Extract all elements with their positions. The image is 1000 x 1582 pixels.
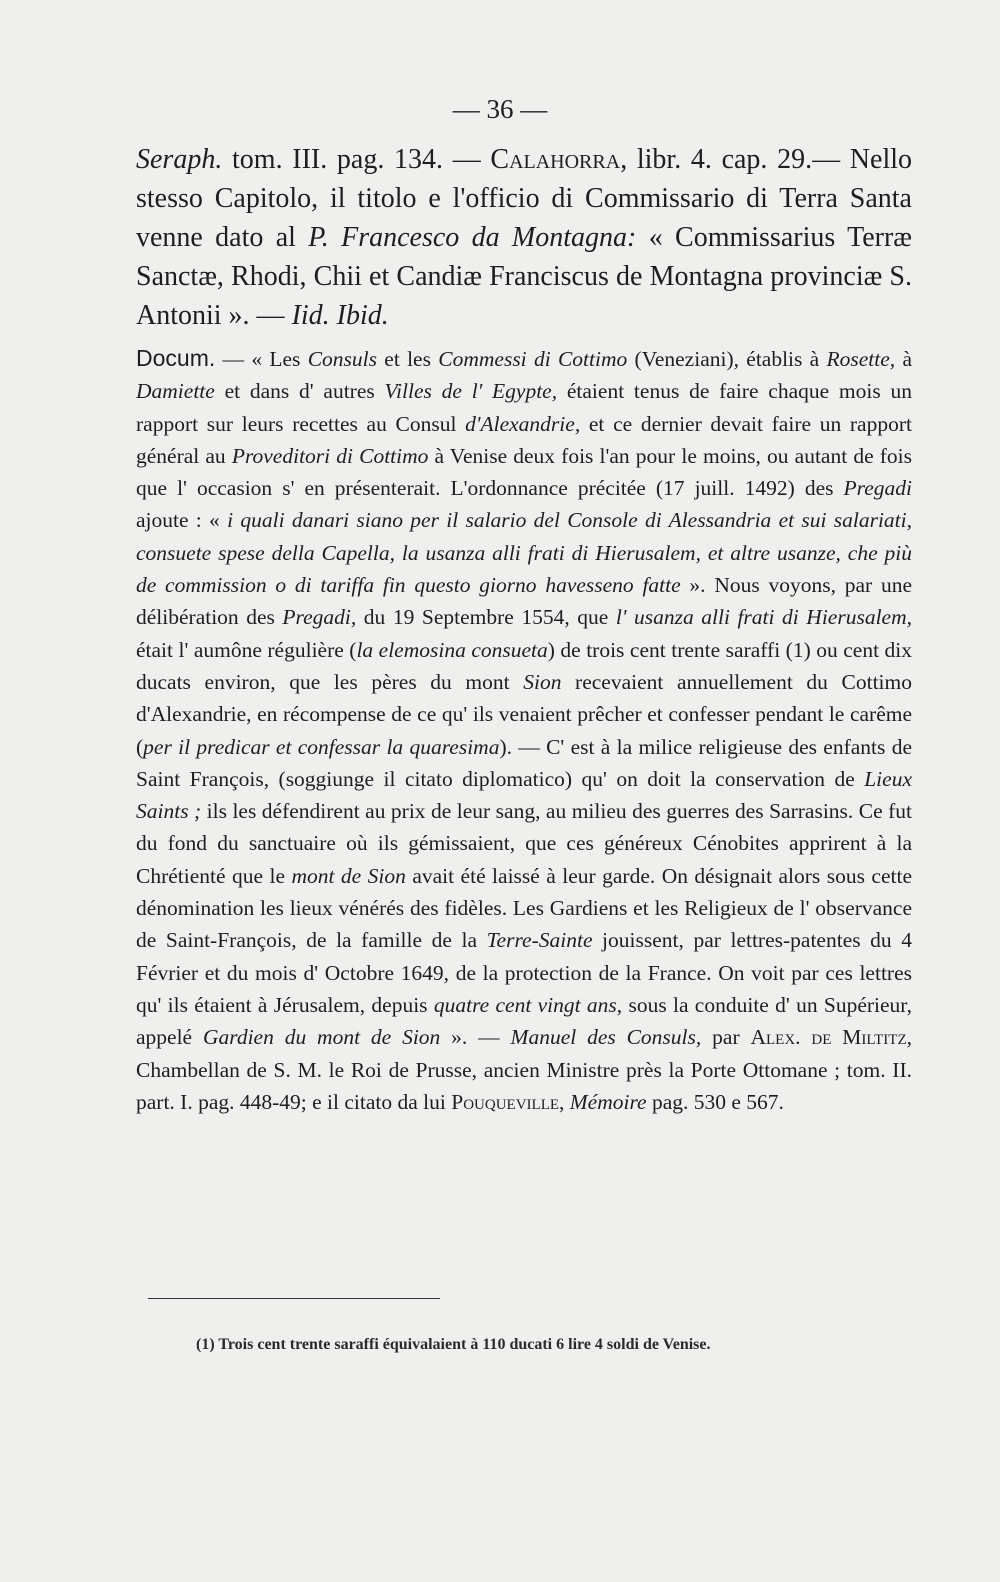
text-span: Iid. Ibid.: [291, 300, 389, 331]
author-name: Pouqueville: [451, 1089, 560, 1114]
text-span: (Veneziani), établis à: [627, 347, 827, 371]
paragraph-citation: [136, 140, 912, 335]
text-span: ). — C' est à la milice religieuse des enfants de Saint François, (soggiunge il citato diplomatico) qu' on doit la conservation de: [136, 734, 912, 791]
text-span: ». —: [440, 1025, 511, 1050]
text-span: du 19 Septembre 1554, que: [356, 605, 616, 630]
paragraph-docum: [136, 342, 912, 1118]
text-span: mont de Sion: [291, 863, 406, 888]
text-span: Rosette,: [826, 347, 896, 371]
text-span: sous la conduite d' un Supérieur, appelé: [136, 992, 912, 1050]
text-span: avait été laissé à leur garde. On désignait alors sous cette dénomination les lieux vénérés des fidèles. Les Gardiens et les Religieux de l' observance de Saint-François, de la famille de la: [136, 863, 912, 953]
text-span: recevaient annuellement du Cottimo d'Alexandrie, en récompense de ce qu' ils venaient prêcher et confesser pendant le carême (: [136, 669, 912, 759]
author-name: Alex. de Miltitz: [750, 1025, 907, 1050]
text-span: d'Alexandrie,: [465, 411, 581, 436]
text-span: Seraph.: [136, 144, 223, 175]
text-span: était l' aumône régulière (: [136, 637, 357, 662]
text-span: étaient tenus de faire chaque mois un rapport sur leurs recettes au Consul: [136, 379, 912, 436]
text-span: ils les défendirent au prix de leur sang, au milieu des guerres des Sarrasins. Ce fut du fond du sanctuaire où ils gémissaient, que ces généreux Cénobites apprirent à la Chrétienté que le: [136, 799, 912, 888]
text-span: Damiette: [136, 379, 215, 404]
text-span: ajoute : «: [136, 508, 228, 533]
text-span: jouissent, par lettres-patentes du 4 Février et du mois d' Octobre 1649, de la protection de la France. On voit par ces lettres qu' ils étaient à Jérusalem, depuis: [136, 928, 912, 1017]
footnote: (1) Trois cent trente saraffi équivalaient à 110 ducati 6 lire 4 soldi de Venise.: [196, 1336, 711, 1353]
text-span: Manuel des Consuls,: [510, 1025, 702, 1050]
text-span: Gardien du mont de Sion: [202, 1025, 441, 1050]
text-span: ) de trois cent trente saraffi (1) ou cent dix ducats environ, que les pères du mont: [136, 637, 913, 694]
text-span: à: [895, 347, 913, 371]
text-span: — « Les: [215, 347, 308, 371]
author-name: Calahorra: [490, 144, 621, 175]
text-span: « Commissarius Terræ Sanctæ, Rhodi, Chii et Candiæ Franciscus de Montagna provinciæ S. Antonii ». —: [136, 222, 912, 331]
text-span: Commessi di Cottimo: [438, 347, 628, 371]
text-span: , Chambellan de S. M. le Roi de Prusse, ancien Ministre près la Porte Ottomane ; tom. II. part. I. pag. 448-49; e il citato da lui: [136, 1025, 913, 1114]
text-span: et les: [377, 347, 439, 371]
text-span: Lieux Saints ;: [136, 766, 912, 824]
text-span: à Venise deux fois l'an pour le moins, ou autant de fois que l' occasion s' en présenterait. L'ordonnance précitée (17 juill. 1492) des: [136, 443, 912, 501]
text-span: la elemosina consueta: [356, 637, 548, 662]
text-span: Proveditori di Cottimo: [231, 443, 429, 468]
text-span: i quali danari siano per il salario del Console di Alessandria et sui salariati, consuete spese della Capella, la usanza alli frati di Hierusalem, et altre usanze, che più de commission o di tariffa fin questo giorno havesseno fatte: [136, 508, 912, 598]
text-span: et ce dernier devait faire un rapport général au: [136, 411, 912, 468]
text-span: ,: [559, 1089, 570, 1114]
text-span: et dans d' autres: [214, 379, 385, 404]
footnote-divider: [148, 1298, 440, 1299]
text-span: Sion: [523, 669, 562, 694]
text-span: Pregadi: [843, 476, 912, 501]
text-span: Consuls: [307, 347, 377, 371]
text-span: ». Nous voyons, par une délibération des: [136, 573, 912, 630]
text-span: , libr. 4. cap. 29.— Nello stesso Capitolo, il titolo e l'officio di Commissario di Terra Santa venne dato al: [136, 144, 912, 253]
text-span: Villes de l' Egypte,: [384, 379, 558, 404]
text-span: quatre cent vingt ans,: [433, 992, 623, 1017]
text-span: per il predicar et confessar la quaresima: [143, 734, 500, 759]
text-span: Mémoire: [569, 1089, 647, 1114]
docum-label: Docum.: [136, 345, 216, 371]
text-span: P. Francesco da Montagna:: [308, 222, 637, 253]
page-number: — 36 —: [452, 94, 548, 124]
text-span: tom. III. pag. 134. —: [222, 144, 491, 175]
text-span: pag. 530 e 567.: [646, 1089, 784, 1114]
text-span: Terre-Sainte: [486, 928, 593, 953]
text-span: par: [701, 1025, 751, 1050]
text-span: l' usanza alli frati di Hierusalem,: [615, 605, 912, 630]
text-span: Pregadi,: [282, 605, 357, 630]
